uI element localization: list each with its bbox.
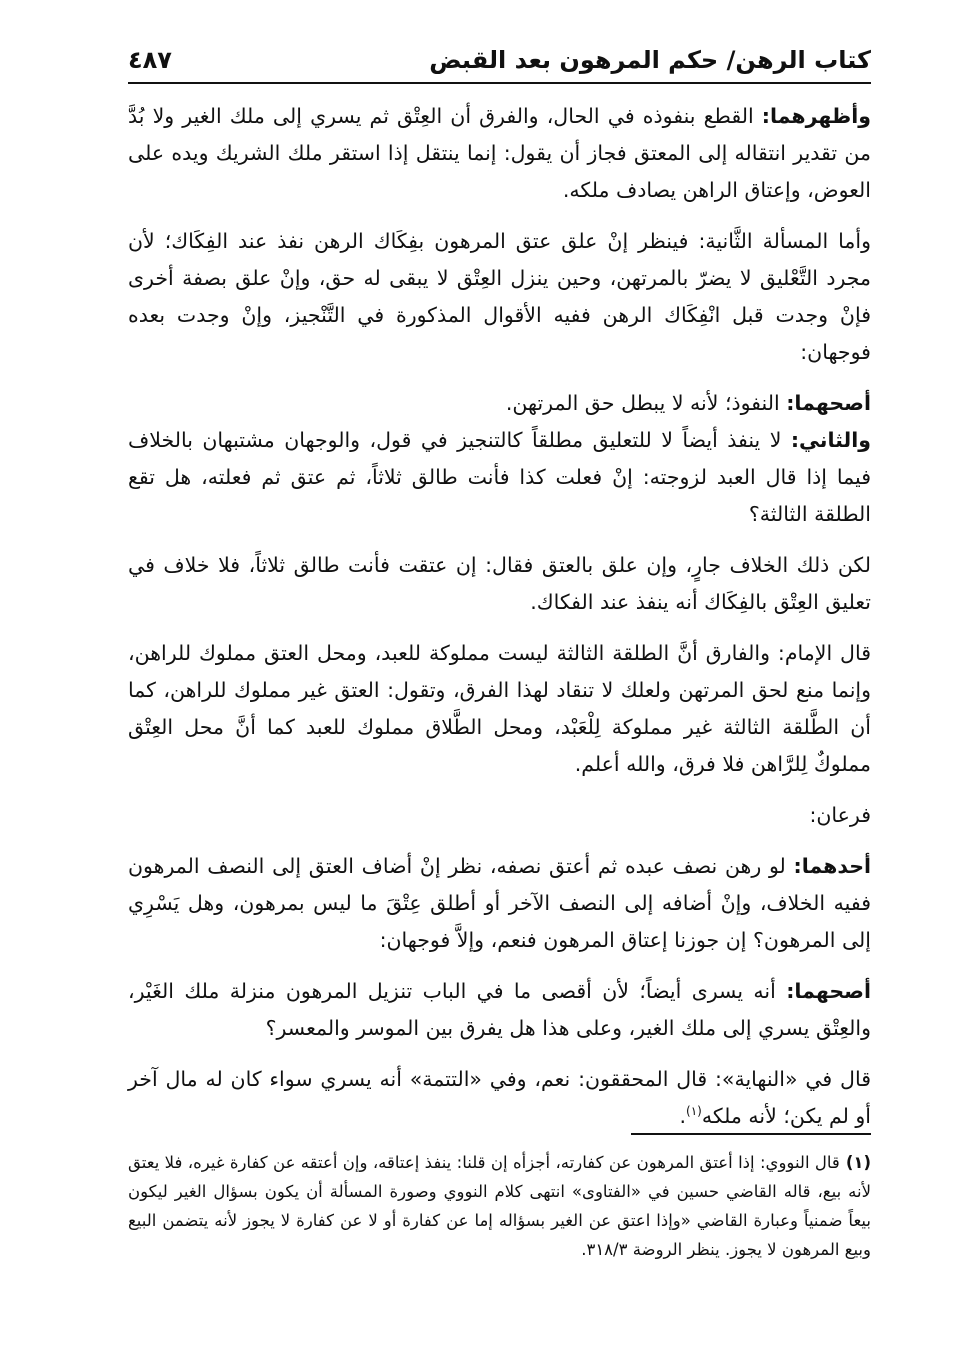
paragraph — [128, 797, 871, 834]
paragraph — [128, 547, 871, 621]
paragraph-text: النفوذ؛ لأنه لا يبطل حق المرتهن. — [505, 391, 787, 415]
paragraph — [128, 1061, 871, 1135]
paragraph-text: القطع بنفوذه في الحال، والفرق أن العِتْق ثم يسري إلى ملك الغير ولا بُدَّ من تقدير انتقاله إلى المعتق فجاز أن يقول: إنما ينتقل إذا استقر ملك الشريك ويده على العوض، وإعتاق الراهن يصادف ملكه. — [128, 104, 871, 202]
paragraph-lead: وأظهرهما: — [761, 104, 871, 128]
footnote-number: (١) — [845, 1153, 871, 1172]
paragraph — [128, 98, 871, 209]
paragraph — [128, 635, 871, 783]
paragraph-text: قال في «النهاية»: قال المحققون: نعم، وفي «التتمة» أنه يسري سواء كان له مال آخر أو لم يكن؛ لأنه ملكه — [128, 1067, 871, 1128]
paragraph-text: لكن ذلك الخلاف جارٍ، وإن علق بالعتق فقال: إن عتقت فأنت طالق ثلاثاً، فلا خلاف في تعليق العِتْق بالفِكَاك أنه ينفذ عند الفكاك. — [128, 553, 871, 614]
header-title: كتاب الرهن/ حكم المرهون بعد القبض — [429, 46, 871, 74]
page-number: ٤٨٧ — [128, 46, 172, 74]
footnote — [128, 1148, 871, 1264]
paragraph — [128, 385, 871, 422]
running-header — [128, 36, 871, 80]
paragraph-lead: والثاني: — [790, 428, 871, 452]
footnote-reference: (١) — [686, 1104, 702, 1119]
paragraph-text: وأما المسألة الثَّانية: فينظر إنْ علق عتق المرهون بفِكَاك الرهن نفذ عند الفِكَاك؛ لأن مجرد التَّعْليق لا يضرّ بالمرتهن، وحين ينزل العِتْق لا يبقى له حق، وإنْ علق بصفة أخرى فإنْ وجدت قبل انْفِكَاك الرهن ففيه الأقوال المذكورة في التَّنْجيز، وإنْ وجدت بعده فوجهان: — [128, 229, 871, 364]
paragraph — [128, 223, 871, 371]
header-divider — [128, 82, 871, 84]
paragraph-text: أنه يسرى أيضاً؛ لأن أقصى ما في الباب تنزيل المرهون منزلة ملك الغَيْر، والعِتْق يسري إلى ملك الغير، وعلى هذا هل يفرق بين الموسر والمعسر؟ — [128, 979, 871, 1040]
paragraph — [128, 422, 871, 533]
footnotes — [128, 1148, 871, 1264]
paragraph-text: قال الإمام: والفارق أنَّ الطلقة الثالثة ليست مملوكة للعبد، ومحل العتق مملوك للراهن، وإنما منع لحق المرتهن ولعلك لا تنقاد لهذا الفرق، وتقول: العتق غير مملوك للراهن، كما أن الطَّلقة الثالثة غير مملوكة لِلْعَبْد، ومحل الطَّلاق مملوك للعبد كما أنَّ محل العِتْق مملوكٌ لِلرَّاهن فلا فرق، والله أعلم. — [128, 641, 871, 776]
footnote-text: قال النووي: إذا أعتق المرهون عن كفارته، أجزأه إن قلنا: ينفذ إعتاقه، وإن أعتقه عن كفارة غيره، فلا يعتق لأنه بيع، قاله القاضي حسين في «الفتاوى» انتهى كلام النووي وصورة المسألة أن يكون بسؤال الغير ليكون بيعاً ضمنياً وعبارة القاضي «وإذا اعتق عن الغير بسؤاله إما عن كفارة أو لا عن كفارة لا يجوز لأنه يتضمن البيع وبيع المرهون لا يجوز. ينظر الروضة ٣١٨/٣. — [128, 1153, 871, 1259]
paragraph-text: فرعان: — [809, 803, 871, 827]
paragraph-tail: . — [679, 1104, 686, 1128]
paragraph-lead: أحدهما: — [793, 854, 871, 878]
paragraph — [128, 848, 871, 959]
paragraph-lead: أصحهما: — [786, 391, 871, 415]
paragraph-text: لا ينفذ أيضاً لا للتعليق مطلقاً كالتنجيز في قول، والوجهان مشتبهان بالخلاف فيما إذا قال العبد لزوجته: إنْ فعلت كذا فأنت طالق ثلاثاً، ثم عتق ثم فعلته، هل تقع الطلقة الثالثة؟ — [128, 428, 871, 526]
main-text — [128, 98, 871, 1149]
footnote-divider — [631, 1133, 871, 1135]
paragraph-lead: أصحهما: — [786, 979, 871, 1003]
paragraph-text: لو رهن نصف عبده ثم أعتق نصفه، نظر إنْ أضاف العتق إلى النصف المرهون ففيه الخلاف، وإنْ أضافه إلى النصف الآخر أو أطلق عِتْقَ ما ليس بمرهون، وهل يَسْرِي إلى المرهون؟ إن جوزنا إعتاق المرهون فنعم، وإلاَّ فوجهان: — [128, 854, 871, 952]
paragraph — [128, 973, 871, 1047]
